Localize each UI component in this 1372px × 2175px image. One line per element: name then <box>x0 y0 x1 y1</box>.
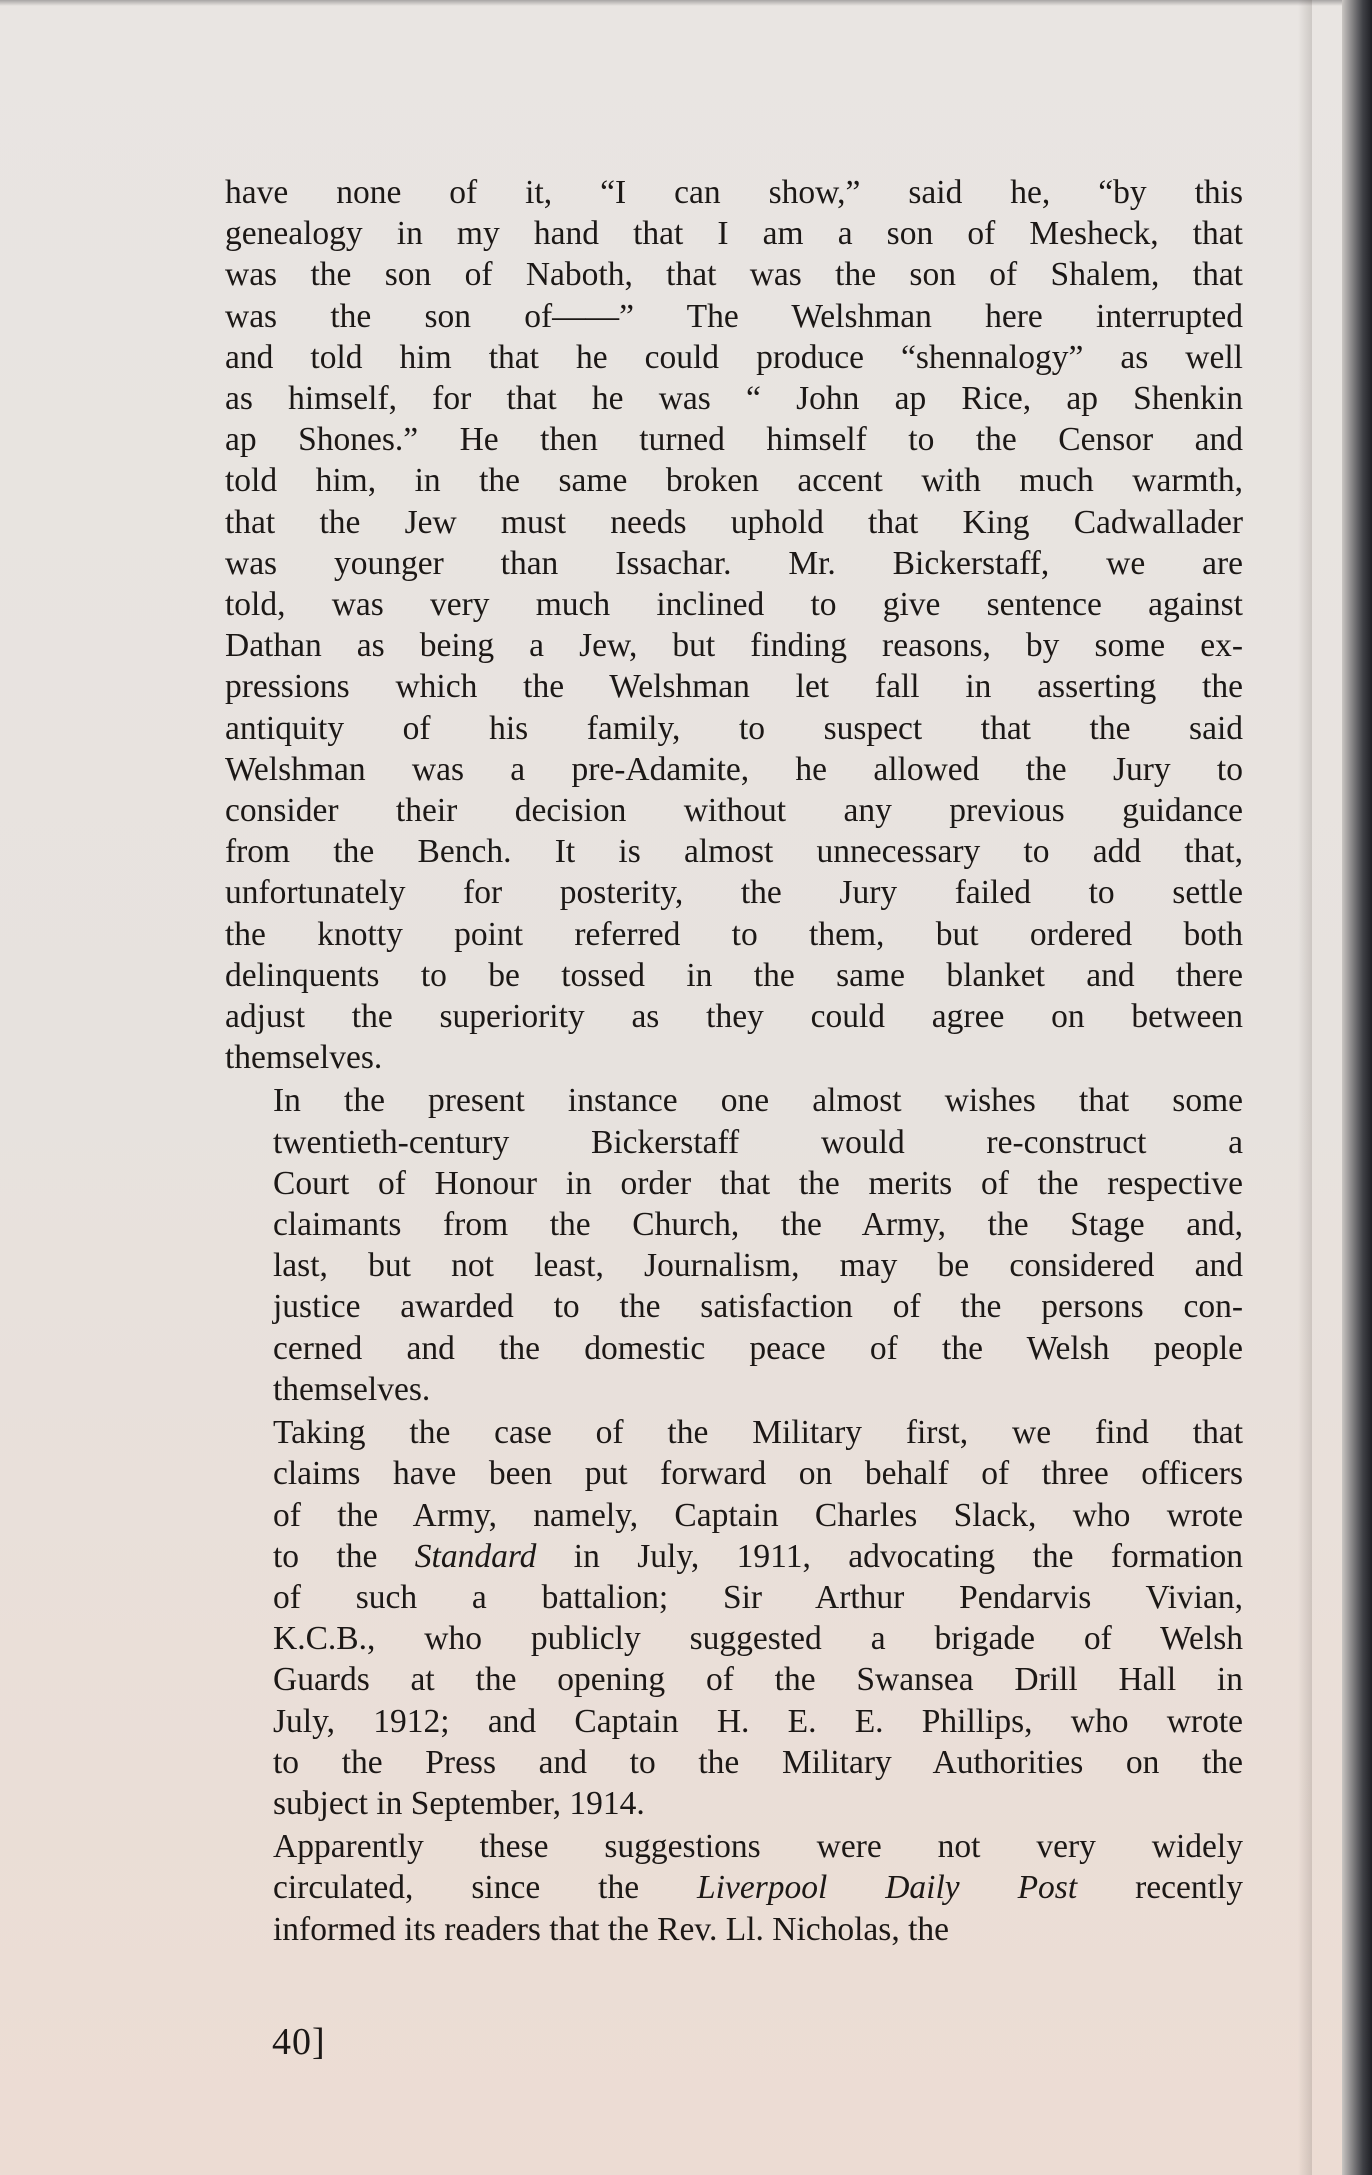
text-line: ap Shones.” He then turned himself to the Censor and <box>225 421 1243 459</box>
text-line: cerned and the domestic peace of the Welsh people <box>273 1329 1243 1367</box>
text-line: as himself, for that he was “ John ap Rice, ap Shenkin <box>225 380 1243 418</box>
text-line: themselves. <box>273 1370 431 1408</box>
text-line: Guards at the opening of the Swansea Drill Hall in <box>273 1661 1243 1699</box>
text-line: claimants from the Church, the Army, the Stage and, <box>273 1206 1243 1244</box>
text-line: subject in September, 1914. <box>273 1784 645 1822</box>
text-line: informed its readers that the Rev. Ll. Nicholas, the <box>273 1910 950 1948</box>
text-line: Taking the case of the Military first, we find that <box>273 1414 1243 1452</box>
paragraph-2 <box>225 1080 1243 1410</box>
page-top-edge <box>0 0 1342 6</box>
text-line: adjust the superiority as they could agree on between <box>225 998 1243 1036</box>
text-line: to the Press and to the Military Authorities on the <box>273 1743 1243 1781</box>
text-line: Apparently these suggestions were not very widely <box>273 1828 1243 1866</box>
text-line: of such a battalion; Sir Arthur Pendarvis Vivian, <box>273 1578 1243 1616</box>
text-line: Court of Honour in order that the merits of the respective <box>273 1164 1243 1202</box>
text-line: themselves. <box>225 1039 383 1077</box>
text-line: K.C.B., who publicly suggested a brigade of Welsh <box>273 1620 1243 1658</box>
text-line: and told him that he could produce “shennalogy” as well <box>225 338 1243 376</box>
paragraph-4 <box>225 1826 1243 1950</box>
text-line: circulated, since the Liverpool Daily Post recently <box>273 1869 1243 1907</box>
text-line: last, but not least, Journalism, may be considered and <box>273 1247 1243 1285</box>
page-number: 40] <box>272 2021 326 2063</box>
text-line: was the son of——” The Welshman here interrupted <box>225 297 1243 335</box>
text-line: antiquity of his family, to suspect that the said <box>225 709 1243 747</box>
text-line: the knotty point referred to them, but ordered both <box>225 915 1243 953</box>
text-line: twentieth-century Bickerstaff would re-construct a <box>273 1123 1243 1161</box>
text-line: of the Army, namely, Captain Charles Slack, who wrote <box>273 1496 1243 1534</box>
text-line: was the son of Naboth, that was the son of Shalem, that <box>225 256 1243 294</box>
text-line: Dathan as being a Jew, but finding reasons, by some ex- <box>225 627 1243 665</box>
gutter-shadow <box>1298 0 1312 2175</box>
text-line: have none of it, “I can show,” said he, “by this <box>225 174 1243 211</box>
text-line: from the Bench. It is almost unnecessary to add that, <box>225 833 1243 871</box>
text-line: Welshman was a pre-Adamite, he allowed the Jury to <box>225 750 1243 788</box>
text-line: pressions which the Welshman let fall in asserting the <box>225 668 1243 706</box>
text-line: told him, in the same broken accent with much warmth, <box>225 462 1243 500</box>
text-line: genealogy in my hand that I am a son of Mesheck, that <box>225 215 1243 253</box>
text-line: that the Jew must needs uphold that King Cadwallader <box>225 503 1243 541</box>
text-line: told, was very much inclined to give sentence against <box>225 586 1243 624</box>
text-line: justice awarded to the satisfaction of the persons con- <box>273 1288 1243 1326</box>
body-text <box>225 172 1243 1952</box>
book-spine <box>1342 0 1372 2175</box>
text-line: delinquents to be tossed in the same blanket and there <box>225 956 1243 994</box>
text-line: was younger than Issachar. Mr. Bickerstaff, we are <box>225 544 1243 582</box>
text-line: July, 1912; and Captain H. E. E. Phillips, who wrote <box>273 1702 1243 1740</box>
text-line: consider their decision without any previous guidance <box>225 792 1243 830</box>
paragraph-3 <box>225 1412 1243 1824</box>
text-line: claims have been put forward on behalf of three officers <box>273 1455 1243 1493</box>
paragraph-1 <box>225 172 1243 1078</box>
text-line: to the Standard in July, 1911, advocating the formation <box>273 1537 1244 1575</box>
text-line: unfortunately for posterity, the Jury failed to settle <box>225 874 1243 912</box>
text-line: In the present instance one almost wishes that some <box>273 1082 1243 1120</box>
